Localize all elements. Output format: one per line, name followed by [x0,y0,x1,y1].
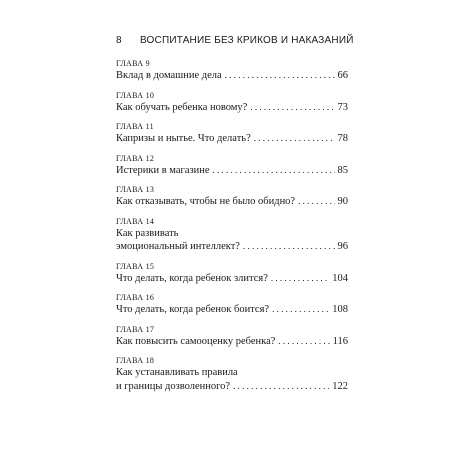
toc-line [116,240,348,254]
toc-line [116,195,348,209]
chapter-label: ГЛАВА 14 [116,216,155,226]
chapter-title-line-2: эмоциональный интеллект? [116,241,240,252]
page-ref: 90 [337,196,348,207]
chapter-label: ГЛАВА 15 [116,261,155,271]
dot-leader [278,335,329,349]
toc-entry-chapter-12 [116,153,348,185]
page-ref: 96 [337,241,348,252]
page-ref: 122 [332,380,348,392]
page-ref: 73 [337,101,348,113]
toc-line [116,303,348,317]
page-ref: 85 [337,164,348,176]
chapter-label: ГЛАВА 18 [116,356,155,365]
chapter-title: Истерики в магазине [116,164,210,176]
dot-leader [213,164,335,178]
toc-entry-chapter-18 [116,355,348,400]
running-head [116,35,366,49]
chapter-title-line-1: Как устанавливать правила [116,367,238,378]
toc-line [116,272,348,286]
toc-entry-chapter-10 [116,90,348,122]
toc-entry-chapter-16 [116,292,348,324]
toc-entry-chapter-15 [116,261,348,293]
toc-line [116,69,348,83]
toc-entry-chapter-11 [116,121,348,153]
chapter-title: Что делать, когда ребенок злится? [116,272,268,284]
book-title: ВОСПИТАНИЕ БЕЗ КРИКОВ И НАКАЗАНИЙ [140,35,354,46]
toc-line [116,101,348,115]
chapter-label: ГЛАВА 9 [116,59,150,68]
toc-line [116,164,348,178]
chapter-title: Как повысить самооценку ребенка? [116,335,276,347]
chapter-title: Как обучать ребенка новому? [116,101,248,113]
chapter-label: ГЛАВА 17 [116,324,155,334]
chapter-title-line-2: и границы дозволенного? [116,380,231,392]
chapter-title-line-1: Как развивать [116,227,179,239]
dot-leader [225,69,335,83]
dot-leader [243,240,335,254]
toc-line [116,335,348,349]
chapter-label: ГЛАВА 10 [116,90,155,100]
chapter-title: Что делать, когда ребенок боится? [116,304,270,315]
page-ref: 66 [337,70,348,81]
dot-leader [298,195,334,209]
dot-leader [254,132,335,146]
toc-entry-chapter-9 [116,58,348,90]
toc-entry-chapter-14 [116,216,348,261]
toc-entry-chapter-17 [116,324,348,356]
chapter-label: ГЛАВА 11 [116,122,154,131]
chapter-title: Вклад в домашние дела [116,70,222,81]
chapter-title: Капризы и нытье. Что делать? [116,133,251,144]
dot-leader [250,101,334,115]
dot-leader [271,272,329,286]
toc-entry-chapter-13 [116,184,348,216]
chapter-label: ГЛАВА 12 [116,153,155,163]
page-ref: 78 [337,133,348,144]
chapter-label: ГЛАВА 13 [116,185,155,194]
page-ref: 104 [332,272,348,284]
page-ref: 108 [332,304,348,315]
table-of-contents [116,58,348,400]
chapter-label: ГЛАВА 16 [116,293,155,302]
dot-leader [272,303,329,317]
page-ref: 116 [332,335,348,347]
toc-line [116,132,348,146]
chapter-title: Как отказывать, чтобы не было обидно? [116,196,296,207]
page-number: 8 [116,35,122,46]
dot-leader [233,380,329,394]
toc-line [116,380,348,394]
